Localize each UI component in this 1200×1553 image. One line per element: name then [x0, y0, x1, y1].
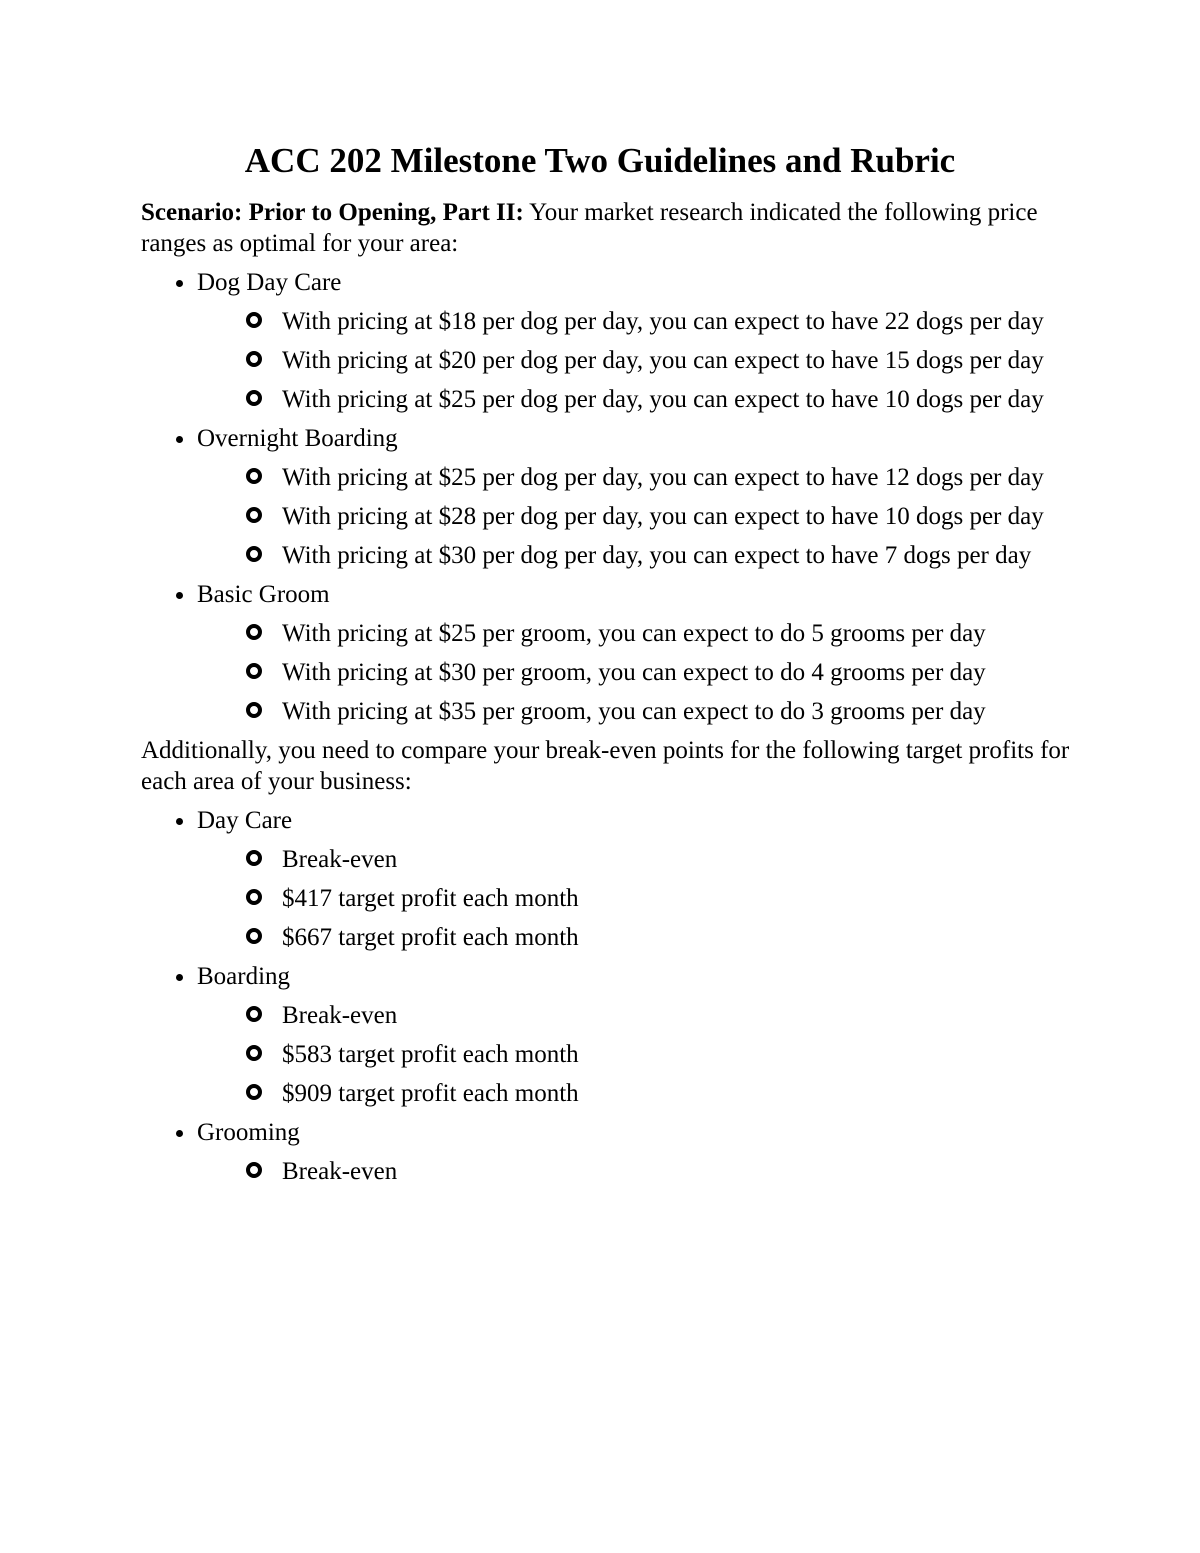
list-item-text: With pricing at $25 per dog per day, you can expect to have 12 dogs per day: [282, 464, 1044, 491]
pricing-list: [141, 267, 1071, 727]
list-item: [197, 1000, 1071, 1031]
list-item: [197, 384, 1071, 415]
document-body: [141, 197, 1071, 1195]
ring-bullet-icon: [246, 1006, 262, 1022]
list-item: [197, 345, 1071, 376]
pricing-section-basic-groom: [141, 579, 1071, 727]
list-item-text: $909 target profit each month: [282, 1080, 579, 1107]
list-item-text: With pricing at $18 per dog per day, you can expect to have 22 dogs per day: [282, 308, 1044, 335]
list-item: [197, 306, 1071, 337]
ring-bullet-icon: [246, 351, 262, 367]
scenario-label: Scenario: Prior to Opening, Part II:: [141, 199, 524, 226]
list-item-text: With pricing at $28 per dog per day, you can expect to have 10 dogs per day: [282, 503, 1044, 530]
document-title: ACC 202 Milestone Two Guidelines and Rubric: [244, 141, 956, 180]
list-item-text: With pricing at $25 per groom, you can expect to do 5 grooms per day: [282, 620, 986, 647]
list-item: [197, 540, 1071, 571]
ring-bullet-icon: [246, 312, 262, 328]
list-item-text: With pricing at $25 per dog per day, you can expect to have 10 dogs per day: [282, 386, 1044, 413]
list-item-text: With pricing at $30 per groom, you can expect to do 4 grooms per day: [282, 659, 986, 686]
ring-bullet-icon: [246, 1162, 262, 1178]
list-item-text: $583 target profit each month: [282, 1041, 579, 1068]
pricing-options-list: [197, 618, 1071, 727]
target-section-boarding: [141, 961, 1071, 1109]
additional-paragraph: Additionally, you need to compare your break-even points for the following target profits for each area of your business:: [141, 737, 1070, 795]
list-item-text: With pricing at $20 per dog per day, you can expect to have 15 dogs per day: [282, 347, 1044, 374]
list-item-text: Break-even: [282, 846, 398, 873]
ring-bullet-icon: [246, 507, 262, 523]
bullet-icon: [176, 818, 183, 825]
bullet-icon: [176, 1130, 183, 1137]
bullet-icon: [176, 592, 183, 599]
list-item: [197, 922, 1071, 953]
section-label: Basic Groom: [197, 581, 330, 608]
ring-bullet-icon: [246, 546, 262, 562]
list-item: [197, 883, 1071, 914]
section-label: Grooming: [197, 1119, 300, 1146]
list-item: [197, 1078, 1071, 1109]
target-options-list: [197, 844, 1071, 953]
target-options-list: [197, 1000, 1071, 1109]
list-item-text: Break-even: [282, 1002, 398, 1029]
list-item-text: With pricing at $35 per groom, you can expect to do 3 grooms per day: [282, 698, 986, 725]
list-item: [197, 657, 1071, 688]
list-item: [197, 501, 1071, 532]
section-label: Dog Day Care: [197, 269, 342, 296]
pricing-options-list: [197, 462, 1071, 571]
ring-bullet-icon: [246, 702, 262, 718]
pricing-options-list: [197, 306, 1071, 415]
list-item-text: With pricing at $30 per dog per day, you can expect to have 7 dogs per day: [282, 542, 1032, 569]
scenario-text: Your market research indicated the following price ranges as optimal for your area:: [141, 199, 1038, 257]
section-label: Boarding: [197, 963, 291, 990]
target-options-list: [197, 1156, 1071, 1187]
section-label: Day Care: [197, 807, 293, 834]
pricing-section-overnight-boarding: [141, 423, 1071, 571]
list-item-text: $417 target profit each month: [282, 885, 579, 912]
list-item-text: Break-even: [282, 1158, 398, 1185]
target-section-day-care: [141, 805, 1071, 953]
list-item: [197, 462, 1071, 493]
list-item: [197, 696, 1071, 727]
list-item: [197, 618, 1071, 649]
list-item: [197, 1156, 1071, 1187]
ring-bullet-icon: [246, 1045, 262, 1061]
target-profit-list: [141, 805, 1071, 1187]
bullet-icon: [176, 436, 183, 443]
bullet-icon: [176, 974, 183, 981]
list-item-text: $667 target profit each month: [282, 924, 579, 951]
scenario-paragraph: [141, 197, 1071, 259]
pricing-section-day-care: [141, 267, 1071, 415]
ring-bullet-icon: [246, 390, 262, 406]
section-label: Overnight Boarding: [197, 425, 398, 452]
list-item: [197, 844, 1071, 875]
ring-bullet-icon: [246, 663, 262, 679]
ring-bullet-icon: [246, 889, 262, 905]
ring-bullet-icon: [246, 850, 262, 866]
bullet-icon: [176, 280, 183, 287]
list-item: [197, 1039, 1071, 1070]
target-section-grooming: [141, 1117, 1071, 1187]
ring-bullet-icon: [246, 1084, 262, 1100]
ring-bullet-icon: [246, 624, 262, 640]
ring-bullet-icon: [246, 928, 262, 944]
ring-bullet-icon: [246, 468, 262, 484]
